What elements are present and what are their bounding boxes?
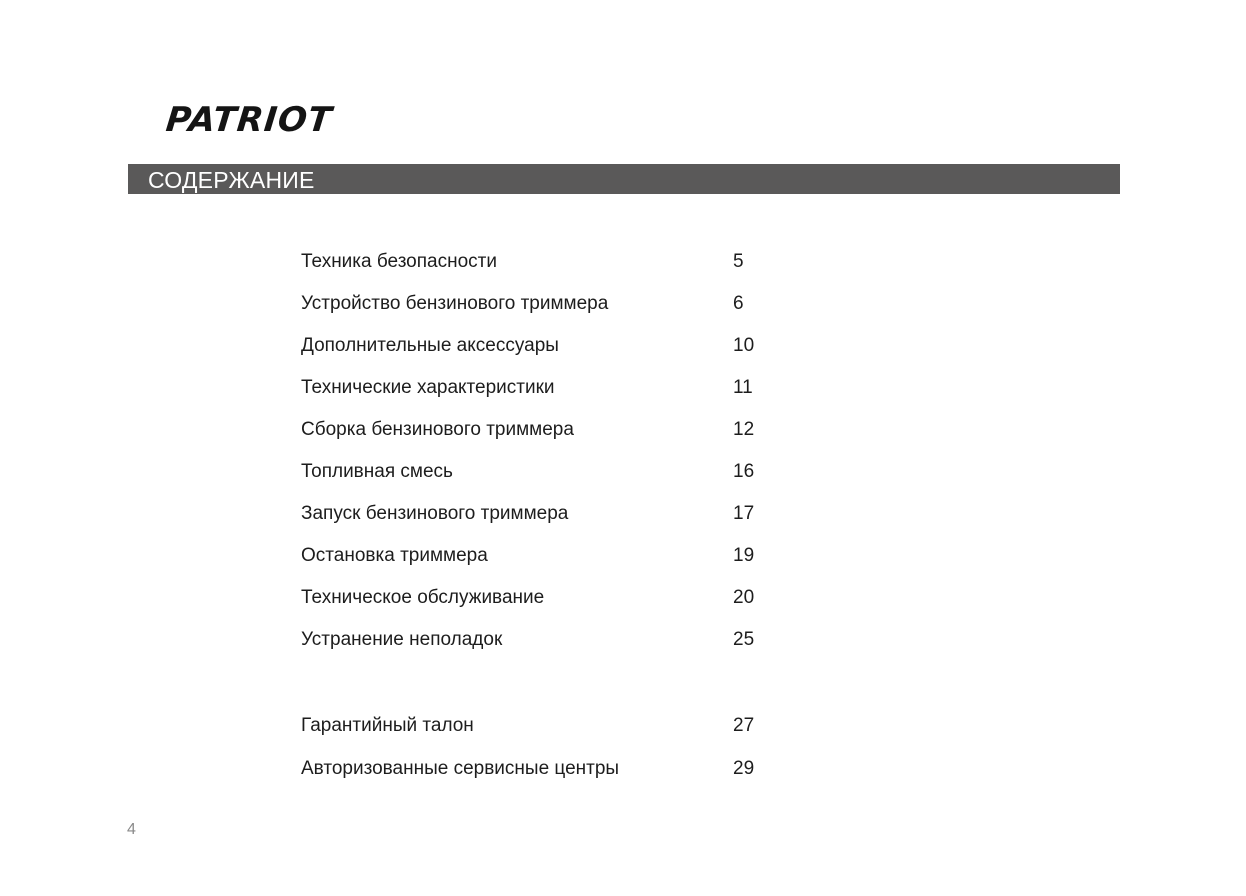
brand-logo: PATRIOT [164, 100, 335, 140]
toc-entry[interactable] [301, 460, 771, 484]
toc-entry-page: 16 [733, 461, 755, 482]
toc-entry-page: 20 [733, 587, 755, 608]
toc-entry-page: 27 [733, 715, 755, 736]
toc-entry-label: Техническое обслуживание [301, 587, 545, 608]
toc-entry-page: 12 [733, 419, 755, 440]
toc-entry[interactable] [301, 292, 771, 316]
toc-entry[interactable] [301, 376, 771, 400]
toc-entry[interactable] [301, 544, 771, 568]
toc-entry[interactable] [301, 714, 771, 738]
toc-entry-label: Технические характеристики [301, 377, 555, 398]
toc-entry-label: Запуск бензинового триммера [301, 503, 569, 524]
toc-entry[interactable] [301, 250, 771, 274]
toc-entry-page: 29 [733, 758, 755, 779]
toc-entry-page: 5 [733, 251, 744, 272]
toc-entry-page: 19 [733, 545, 755, 566]
toc-entry[interactable] [301, 628, 771, 652]
toc-entry-page: 11 [733, 377, 753, 398]
toc-entry[interactable] [301, 586, 771, 610]
toc-entry-label: Топливная смесь [301, 461, 453, 482]
toc-entry[interactable] [301, 418, 771, 442]
toc-entry[interactable] [301, 502, 771, 526]
toc-entry-page: 6 [733, 293, 744, 314]
toc-entry-label: Сборка бензинового триммера [301, 419, 574, 440]
toc-entry-label: Устройство бензинового триммера [301, 293, 609, 314]
page-number: 4 [127, 821, 136, 838]
toc-entry-label: Гарантийный талон [301, 715, 474, 736]
toc-entry-label: Авторизованные сервисные центры [301, 758, 620, 779]
toc-entry-label: Остановка триммера [301, 545, 488, 566]
toc-entry-label: Дополнительные аксессуары [301, 335, 559, 356]
toc-entry[interactable] [301, 757, 771, 781]
toc-entry-label: Техника безопасности [301, 251, 497, 272]
section-title-bar [128, 164, 1120, 194]
toc-entry-label: Устранение неполадок [301, 629, 503, 650]
toc-entry-page: 25 [733, 629, 755, 650]
toc-entry[interactable] [301, 334, 771, 358]
toc-entry-page: 10 [733, 335, 755, 356]
section-title: СОДЕРЖАНИЕ [148, 167, 315, 193]
toc-entry-page: 17 [733, 503, 755, 524]
